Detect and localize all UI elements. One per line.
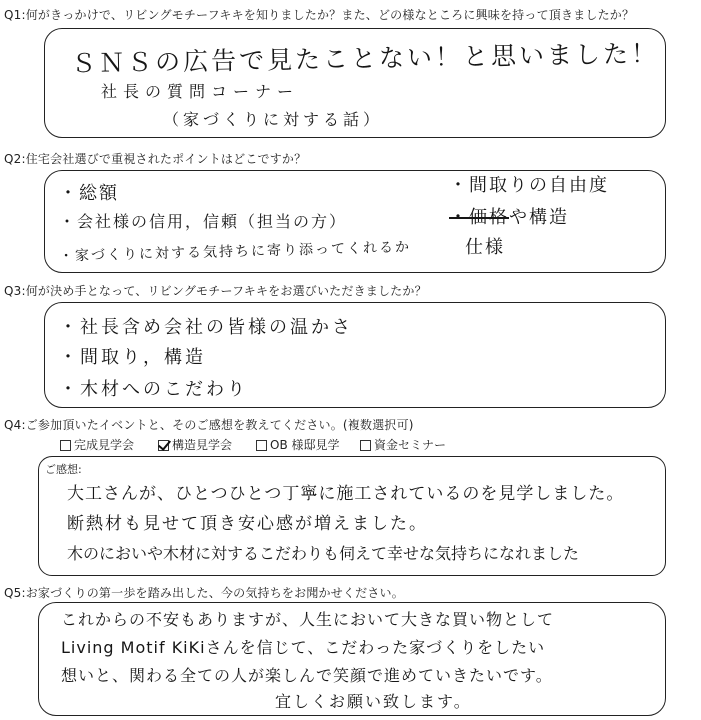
q2-answer-box — [44, 170, 666, 273]
q2-left-item-3: ・家づくりに対する気持ちに寄り添ってくれるか — [58, 239, 412, 265]
q4-option-1-label: 完成見学会 — [74, 438, 135, 452]
q5-answer-line-1: これからの不安もありますが、人生において大きな買い物として — [61, 610, 555, 629]
q1-question: Q1:何がきっかけで、リビングモチーフキキを知りましたか？また、どの様なところに興味を持って頂きましたか？ — [4, 8, 635, 22]
q4-option-1[interactable] — [60, 436, 134, 453]
q4-option-4[interactable] — [360, 436, 446, 453]
q4-impressions-box — [38, 456, 666, 576]
q2-right-item-2 — [449, 203, 569, 229]
q3-answer-line-2: ・間取り，構造 — [59, 347, 206, 368]
q3-answer-line-3: ・木材へのこだわり — [59, 379, 248, 400]
q2-right-item-2-struck: ・価格 — [449, 207, 509, 228]
q4-option-3-checkbox[interactable] — [256, 440, 267, 451]
q4-question: Q4:ご参加頂いたイベントと、そのご感想を教えてください。(複数選択可) — [4, 418, 414, 432]
q4-option-3[interactable] — [256, 436, 340, 453]
q4-impression-line-3: 木のにおいや木材に対するこだわりも伺えて幸せな気持ちになれました — [67, 544, 580, 563]
q1-answer-line-2: 社長の質問コーナー — [101, 82, 300, 101]
q4-option-4-label: 資金セミナー — [374, 438, 447, 452]
q2-right-item-1: ・間取りの自由度 — [449, 175, 609, 196]
q2-right-item-2-rest: や構造 — [509, 207, 569, 228]
q4-option-3-label: OB 様邸見学 — [270, 438, 340, 452]
q4-impression-line-1: 大工さんが、ひとつひとつ丁寧に施工されているのを見学しました。 — [67, 484, 625, 504]
q1-answer-line-3: （家づくりに対する話） — [163, 110, 384, 129]
q4-option-2[interactable] — [158, 436, 232, 453]
q4-impressions-label: ご感想: — [45, 463, 82, 476]
q3-question: Q3:何が決め手となって、リビングモチーフキキをお選びいただきましたか？ — [4, 284, 427, 298]
q4-option-2-label: 構造見学会 — [172, 438, 233, 452]
q5-question: Q5:お家づくりの第一歩を踏み出した、今の気持ちをお聞かせください。 — [4, 586, 404, 600]
q1-answer-box — [44, 28, 666, 138]
q5-answer-line-3: 想いと、関わる全ての人が楽しんで笑顔で進めていきたいです。 — [61, 666, 553, 685]
q4-option-4-checkbox[interactable] — [360, 440, 371, 451]
q2-question: Q2:住宅会社選びで重視されたポイントはどこですか？ — [4, 152, 307, 166]
q2-left-item-1: ・総額 — [59, 183, 119, 204]
q2-right-item-3: 仕様 — [465, 237, 505, 258]
q3-answer-line-1: ・社長含め会社の皆様の温かさ — [59, 317, 353, 338]
q5-answer-box — [38, 602, 666, 716]
q5-answer-line-4: 宜しくお願い致します。 — [275, 692, 472, 711]
q1-answer-line-1: ＳＮＳの広告で見たことない！と思いました！ — [70, 38, 660, 79]
q3-answer-box — [44, 302, 666, 408]
q4-impression-line-2: 断熱材も見せて頂き安心感が増えました。 — [67, 514, 428, 534]
q4-option-2-checkbox[interactable] — [158, 440, 169, 451]
q2-left-item-2: ・会社様の信用，信頼（担当の方） — [59, 212, 348, 231]
q5-answer-line-2: Living Motif KiKiさんを信じて、こだわった家づくりをしたい — [61, 638, 546, 657]
q4-option-1-checkbox[interactable] — [60, 440, 71, 451]
